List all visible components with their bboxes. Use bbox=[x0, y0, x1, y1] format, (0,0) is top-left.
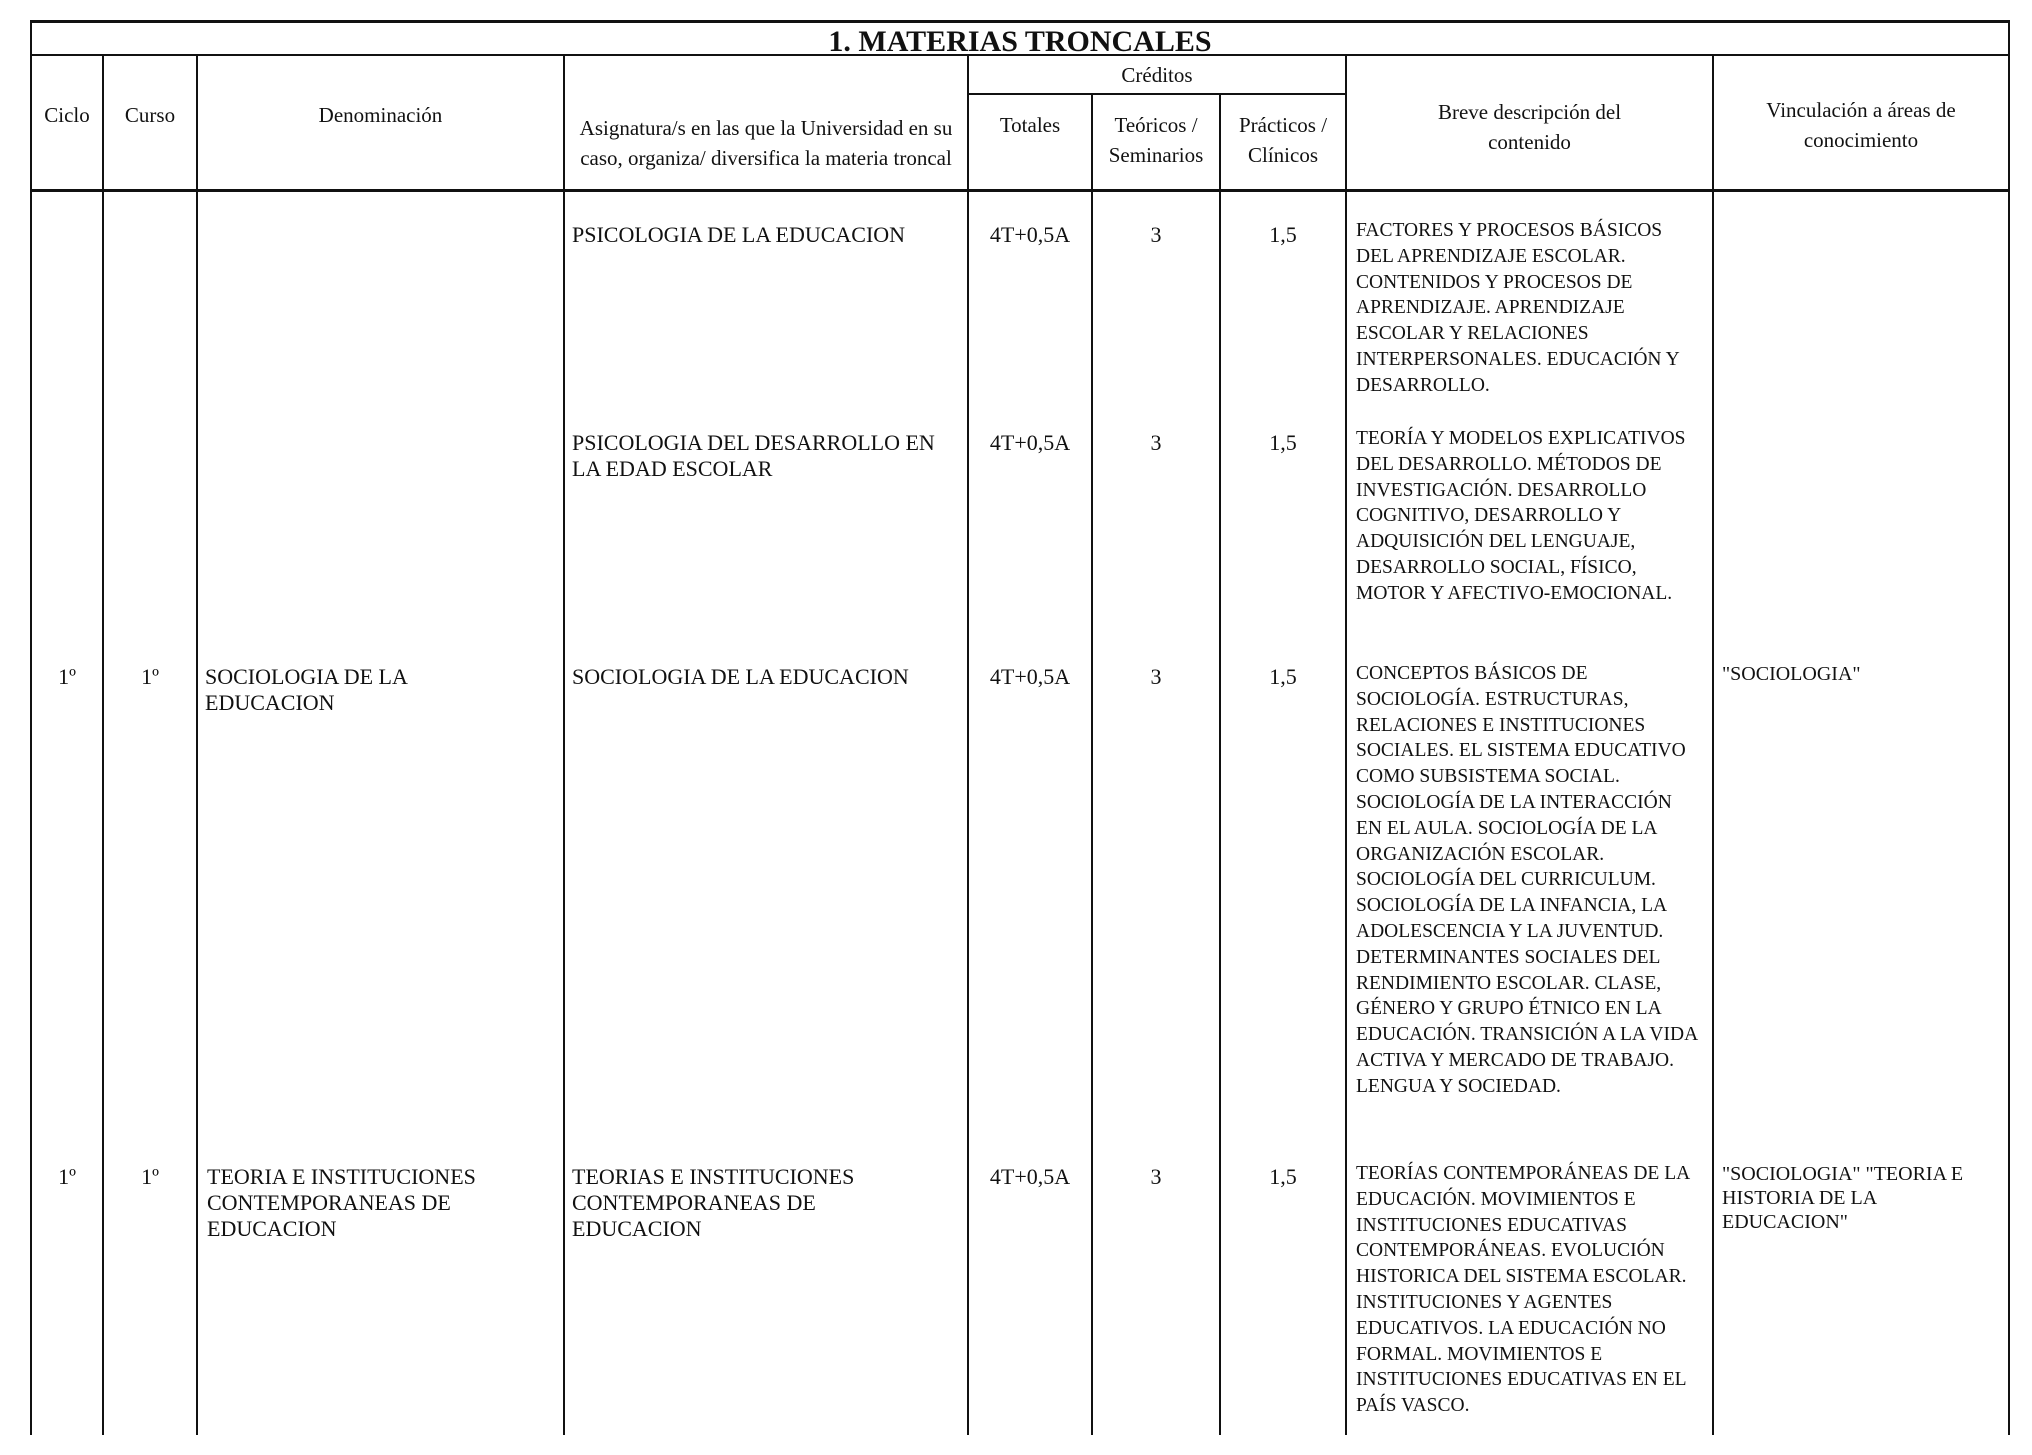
row4-curso: 1º bbox=[141, 1164, 159, 1189]
col-divider-5 bbox=[1091, 95, 1093, 1435]
row4-ciclo: 1º bbox=[58, 1164, 76, 1189]
col-divider-3 bbox=[563, 56, 565, 1435]
col-divider-1 bbox=[102, 56, 104, 1435]
header-curso: Curso bbox=[124, 103, 176, 127]
header-teoricos: Teóricos / Seminarios bbox=[1108, 113, 1204, 167]
header-descripcion: Breve descripción del contenido bbox=[1437, 100, 1622, 154]
row4-descripcion: TEORÍAS CONTEMPORÁNEAS DE LA EDUCACIÓN. MOVIMIENTOS E INSTITUCIONES EDUCATIVAS CONTEMPORÁNEAS. EVOLUCIÓN HISTORICA DEL SISTEMA ESCOLAR. INSTITUCIONES Y AGENTES EDUCATIVOS. LA EDUCACIÓN NO FORMAL. MOVIMIENTOS E INSTITUCIONES EDUCATIVAS EN EL PAÍS VASCO. bbox=[1356, 1163, 1690, 1417]
row2-descripcion: TEORÍA Y MODELOS EXPLICATIVOS DEL DESARROLLO. MÉTODOS DE INVESTIGACIÓN. DESARROLLO COGNITIVO, DESARROLLO Y ADQUISICIÓN DEL LENGUAJE, DESARROLLO SOCIAL, FÍSICO, MOTOR Y AFECTIVO-EMOCIONAL. bbox=[1356, 428, 1686, 604]
row3-practicos: 1,5 bbox=[1269, 664, 1297, 689]
header-vinculacion: Vinculación a áreas de conocimiento bbox=[1766, 98, 1956, 152]
row4-denominacion: TEORIA E INSTITUCIONES CONTEMPORANEAS DE EDUCACION bbox=[207, 1164, 476, 1241]
col-divider-6 bbox=[1219, 95, 1221, 1435]
row3-asignatura: SOCIOLOGIA DE LA EDUCACION bbox=[572, 664, 909, 689]
row3-vinculacion: "SOCIOLOGIA" bbox=[1722, 663, 1861, 685]
header-practicos: Prácticos / Clínicos bbox=[1238, 113, 1328, 167]
row3-teoricos: 3 bbox=[1150, 664, 1162, 689]
row4-asignatura: TEORIAS E INSTITUCIONES CONTEMPORANEAS DE EDUCACION bbox=[572, 1164, 855, 1241]
header-creditos: Créditos bbox=[1121, 63, 1193, 87]
row3-descripcion: CONCEPTOS BÁSICOS DE SOCIOLOGÍA. ESTRUCTURAS, RELACIONES E INSTITUCIONES SOCIALES. EL SISTEMA EDUCATIVO COMO SUBSISTEMA SOCIAL. SOCIOLOGÍA DE LA INTERACCIÓN EN EL AULA. SOCIOLOGÍA DE LA ORGANIZACIÓN ESCOLAR. SOCIOLOGÍA DEL CURRICULUM. SOCIOLOGÍA DE LA INFANCIA, LA ADOLESCENCIA Y LA JUVENTUD. DETERMINANTES SOCIALES DEL RENDIMIENTO ESCOLAR. CLASE, GÉNERO Y GRUPO ÉTNICO EN LA EDUCACIÓN. TRANSICIÓN A LA VIDA ACTIVA Y MERCADO DE TRABAJO. LENGUA Y SOCIEDAD. bbox=[1356, 663, 1698, 1097]
row3-totales: 4T+0,5A bbox=[989, 664, 1071, 689]
row1-practicos: 1,5 bbox=[1269, 222, 1297, 247]
body-right-border bbox=[2008, 192, 2010, 1435]
row3-ciclo: 1º bbox=[58, 664, 76, 689]
row3-curso: 1º bbox=[141, 664, 159, 689]
header-asignatura: Asignatura/s en las que la Universidad en su caso, organiza/ diversifica la materia troncal bbox=[579, 116, 953, 170]
row2-asignatura: PSICOLOGIA DEL DESARROLLO EN LA EDAD ESCOLAR bbox=[572, 430, 935, 481]
header-ciclo: Ciclo bbox=[44, 103, 90, 127]
section-title: 1. MATERIAS TRONCALES bbox=[828, 25, 1212, 58]
creditos-separator bbox=[967, 93, 1345, 95]
row4-practicos: 1,5 bbox=[1269, 1164, 1297, 1189]
col-divider-4 bbox=[967, 56, 969, 1435]
row1-teoricos: 3 bbox=[1150, 222, 1162, 247]
row2-teoricos: 3 bbox=[1150, 430, 1162, 455]
row3-denominacion: SOCIOLOGIA DE LA EDUCACION bbox=[205, 664, 407, 715]
col-divider-8 bbox=[1712, 56, 1714, 1435]
col-divider-7 bbox=[1345, 56, 1347, 1435]
row4-vinculacion: "SOCIOLOGIA" "TEORIA E HISTORIA DE LA EDUCACION" bbox=[1722, 1163, 1964, 1233]
row1-totales: 4T+0,5A bbox=[989, 222, 1071, 247]
title-box-top bbox=[30, 20, 2010, 23]
row4-totales: 4T+0,5A bbox=[989, 1164, 1071, 1189]
row4-teoricos: 3 bbox=[1150, 1164, 1162, 1189]
header-totales: Totales bbox=[999, 113, 1061, 137]
row1-descripcion: FACTORES Y PROCESOS BÁSICOS DEL APRENDIZAJE ESCOLAR. CONTENIDOS Y PROCESOS DE APRENDIZAJE. APRENDIZAJE ESCOLAR Y RELACIONES INTERPERSONALES. EDUCACIÓN Y DESARROLLO. bbox=[1356, 220, 1680, 396]
header-denominacion: Denominación bbox=[318, 103, 443, 127]
row2-totales: 4T+0,5A bbox=[989, 430, 1071, 455]
col-divider-2 bbox=[196, 56, 198, 1435]
row2-practicos: 1,5 bbox=[1269, 430, 1297, 455]
row1-asignatura: PSICOLOGIA DE LA EDUCACION bbox=[572, 222, 906, 247]
